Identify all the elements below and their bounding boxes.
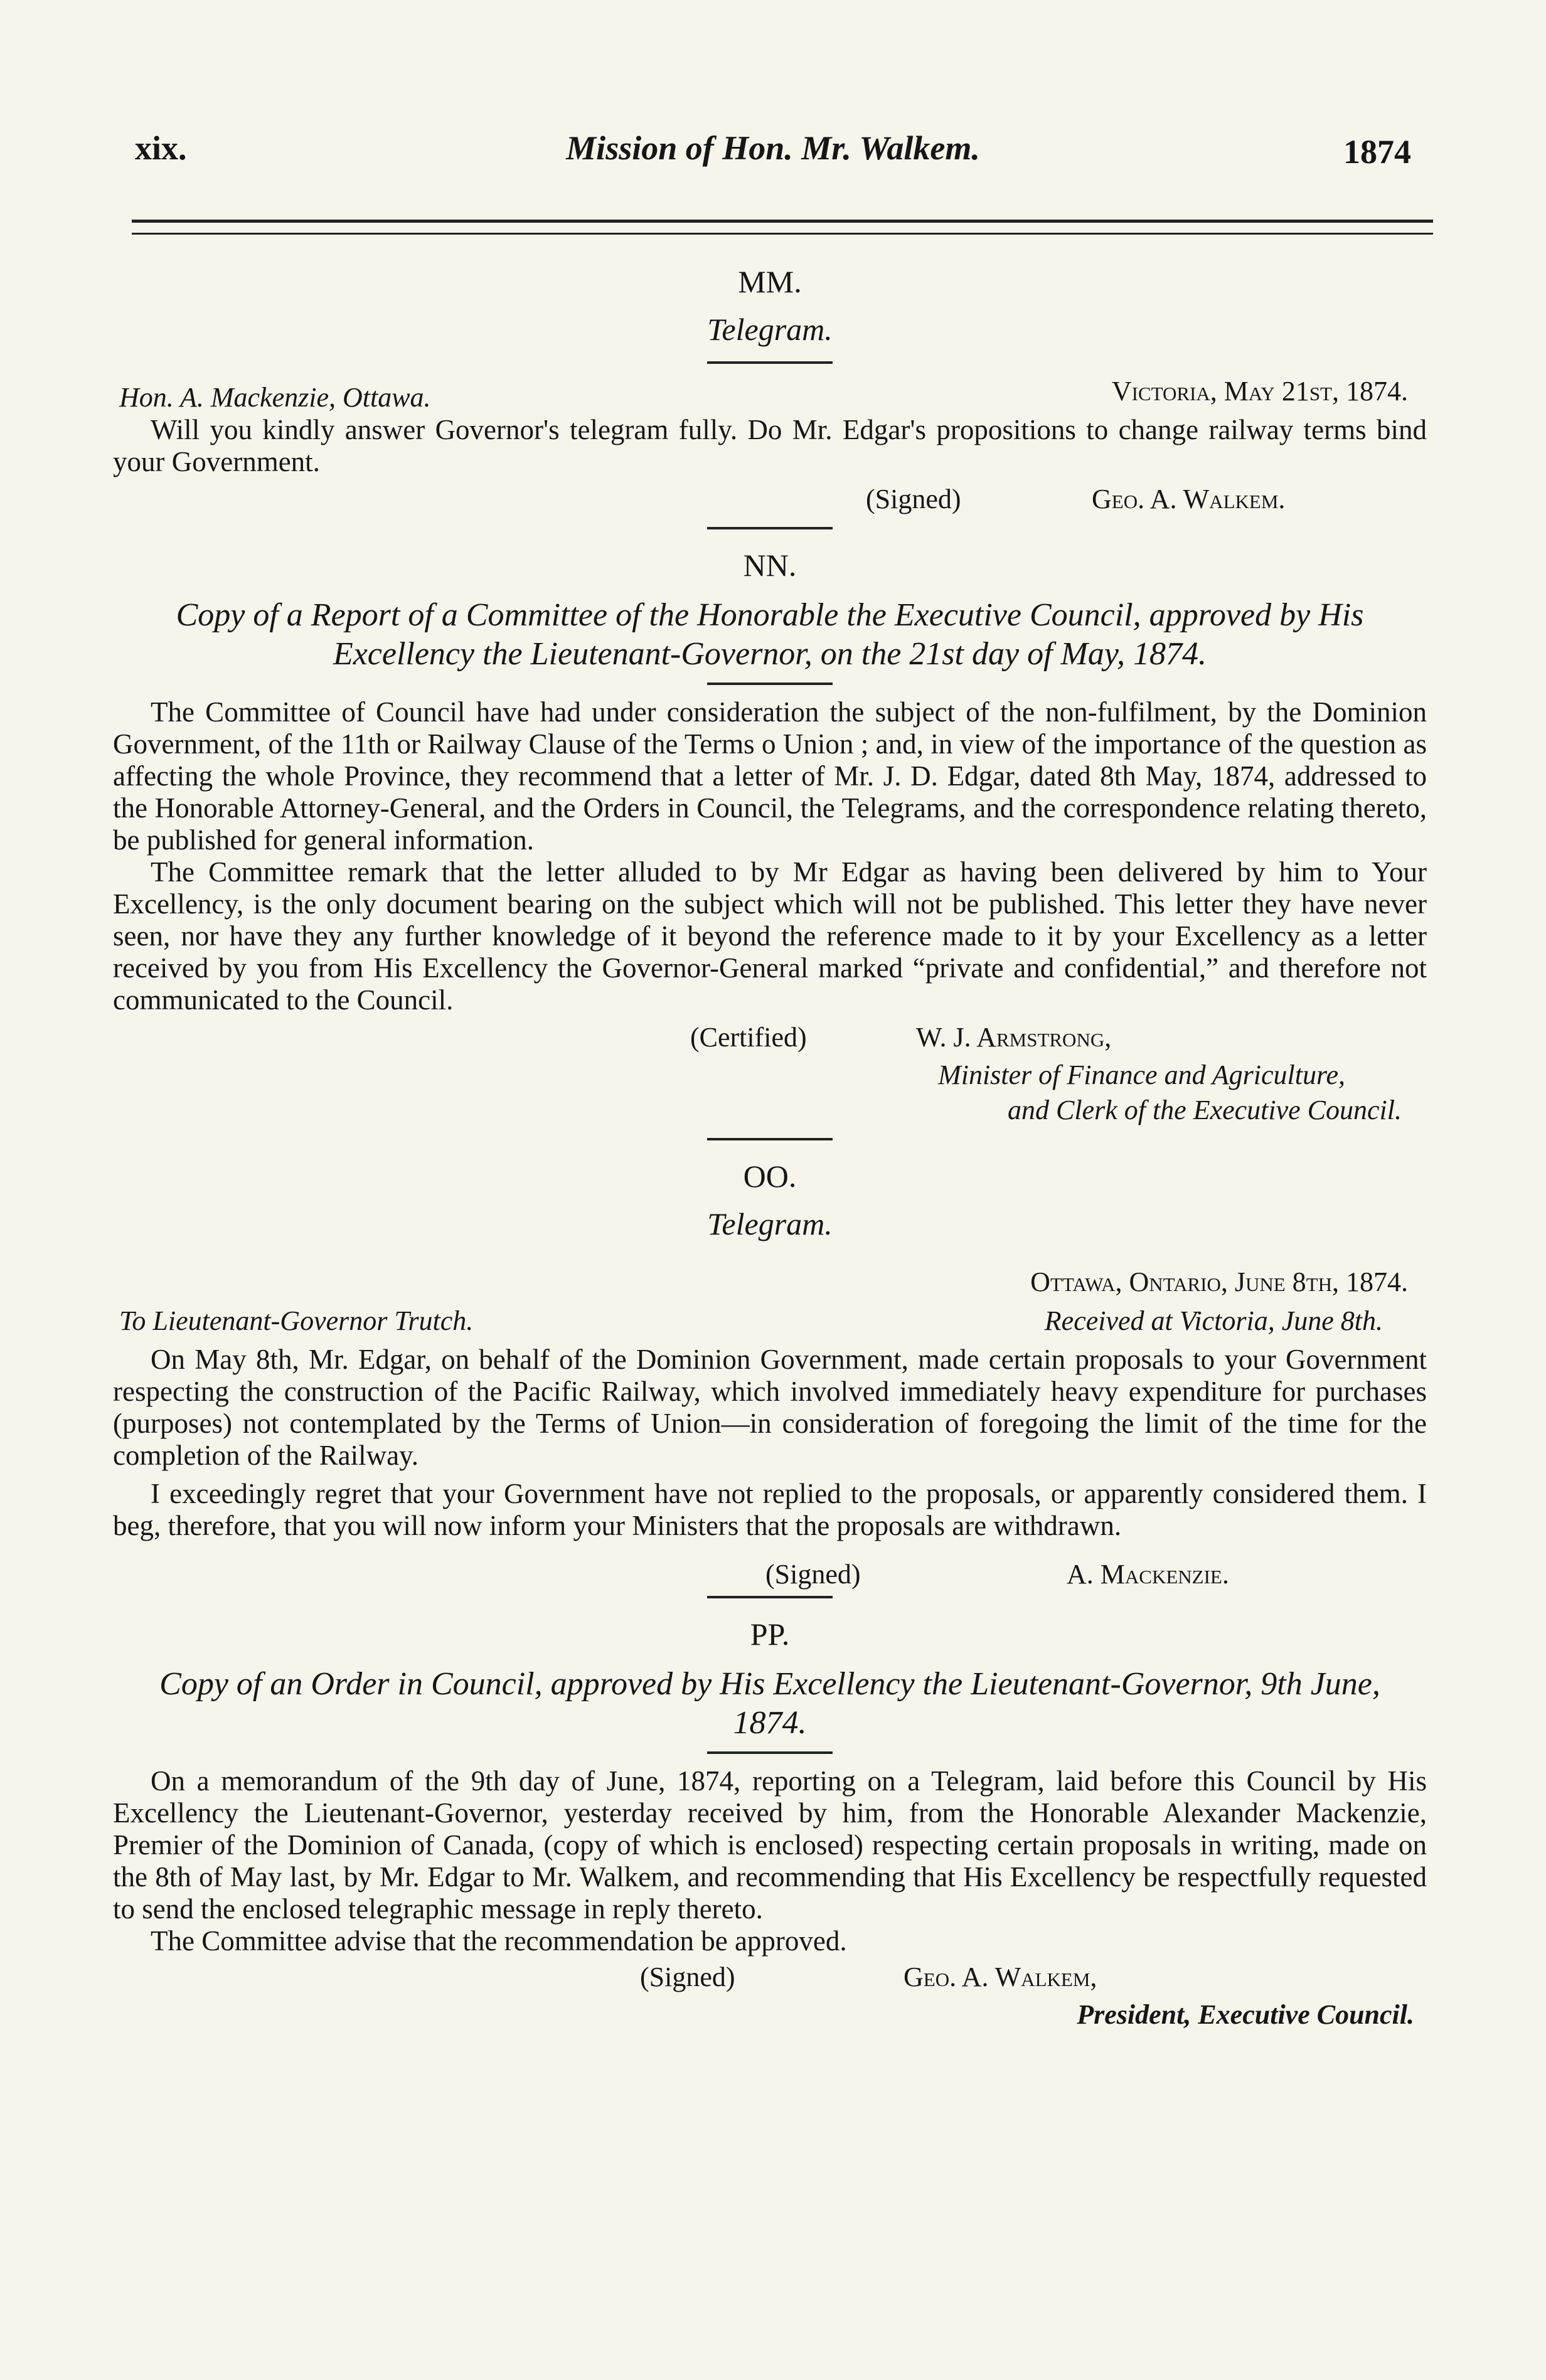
page-body bbox=[113, 257, 1427, 2034]
signature-row-mm bbox=[113, 483, 1427, 521]
signature-row-oo bbox=[113, 1558, 1427, 1596]
section-rule bbox=[707, 361, 833, 364]
certification-row-nn bbox=[113, 1021, 1427, 1059]
report-paragraph-1: The Committee of Council have had under consideration the subject of the non-fulfilment, by the Dominion Government, of the 11th or Railway Clause of the Terms o Union ; and, in view of the importance of the question as affecting the whole Province, they recommend that a letter of Mr. J. D. Edgar, dated 8th May, 1874, addressed to the Honorable Attorney-General, and the Orders in Council, the Telegrams, and the correspondence relating thereto, be published for general information. bbox=[113, 696, 1427, 856]
address-row-oo bbox=[113, 1305, 1427, 1344]
running-header bbox=[129, 129, 1417, 179]
section-label-oo: OO. bbox=[743, 1159, 797, 1194]
telegram-body-mm: Will you kindly answer Governor's telegram fully. Do Mr. Edgar's propositions to change railway terms bind your Government. bbox=[113, 414, 1427, 477]
page-number-roman: xix. bbox=[135, 129, 187, 167]
section-label-pp: PP. bbox=[750, 1617, 790, 1652]
order-paragraph-1: On a memorandum of the 9th day of June, 1874, reporting on a Telegram, laid before this Council by His Excellency the Lieutenant-Governor, yesterday received by him, from the Honorable Alexander Mackenzie, Premier of the Dominion of Canada, (copy of which is enclosed) respecting certain proposals in writing, made on the 8th of May last, by Mr. Edgar to Mr. Walkem, and recommending that His Excellency be respectfully requested to send the enclosed telegraphic message in reply thereto. bbox=[113, 1765, 1427, 1925]
signer-mm: Geo. A. Walkem. bbox=[1092, 484, 1286, 514]
section-rule bbox=[707, 1138, 833, 1140]
certified-mark-nn: (Certified) bbox=[690, 1022, 807, 1053]
place-date-row-oo bbox=[113, 1266, 1427, 1305]
signer-oo: A. Mackenzie. bbox=[1067, 1559, 1229, 1590]
running-title: Mission of Hon. Mr. Walkem. bbox=[566, 129, 980, 167]
section-rule bbox=[707, 1751, 833, 1754]
addressee-oo: To Lieutenant-Governor Trutch. bbox=[119, 1305, 474, 1336]
signer-nn: W. J. Armstrong, bbox=[916, 1022, 1112, 1053]
place-date-mm: Victoria, May 21st, 1874. bbox=[1111, 376, 1408, 406]
addressee-mm: Hon. A. Mackenzie, Ottawa. bbox=[119, 382, 431, 413]
signed-mark-pp: (Signed) bbox=[640, 1962, 735, 1992]
signer-title-text: President, Executive Council. bbox=[1077, 1999, 1414, 2030]
place-date-oo: Ottawa, Ontario, June 8th, 1874. bbox=[1030, 1267, 1408, 1297]
section-kind-oo: Telegram. bbox=[707, 1206, 833, 1241]
section-rule bbox=[707, 527, 833, 529]
signed-mark-oo: (Signed) bbox=[765, 1559, 861, 1590]
signer-pp: Geo. A. Walkem, bbox=[904, 1962, 1097, 1992]
header-double-rule bbox=[132, 220, 1433, 235]
report-title-nn: Copy of a Report of a Committee of the Honorable the Executive Council, approved by His Excellency the Lieutenant-Governor, on the 21st day of May, 1874. bbox=[176, 597, 1364, 672]
signature-row-pp bbox=[113, 1961, 1427, 1999]
section-rule bbox=[707, 1596, 833, 1598]
order-title-pp: Copy of an Order in Council, approved by His Excellency the Lieutenant-Governor, 9th June, 1874. bbox=[159, 1666, 1380, 1741]
signer-title-nn-1 bbox=[113, 1059, 1427, 1094]
section-label-mm: MM. bbox=[738, 264, 802, 299]
signer-title-nn-2 bbox=[113, 1094, 1427, 1129]
signed-mark-mm: (Signed) bbox=[866, 484, 961, 514]
telegram-paragraph-oo-1: On May 8th, Mr. Edgar, on behalf of the Dominion Government, made certain proposals to your Government respecting the construction of the Pacific Railway, which involved immediately heavy expenditure for purchases (purposes) not contemplated by the Terms of Union—in consideration of foregoing the limit of the time for the completion of the Railway. bbox=[113, 1344, 1427, 1471]
order-paragraph-2: The Committee advise that the recommendation be approved. bbox=[151, 1925, 847, 1957]
section-label-nn: NN. bbox=[743, 548, 797, 583]
telegram-paragraph-oo-2: I exceedingly regret that your Government have not replied to the proposals, or apparently considered them. I beg, therefore, that you will now inform your Ministers that the proposals are withdrawn. bbox=[113, 1478, 1427, 1541]
section-rule bbox=[707, 683, 833, 685]
header-year: 1874 bbox=[1343, 133, 1411, 171]
received-note-oo: Received at Victoria, June 8th. bbox=[1044, 1305, 1383, 1336]
address-row-mm bbox=[113, 375, 1427, 414]
signer-title-text: and Clerk of the Executive Council. bbox=[1007, 1095, 1402, 1125]
section-kind-mm: Telegram. bbox=[707, 312, 833, 347]
signer-title-text: Minister of Finance and Agriculture, bbox=[938, 1060, 1345, 1090]
report-paragraph-2: The Committee remark that the letter alluded to by Mr Edgar as having been delivered by him to Your Excellency, is the only document bearing on the subject which will not be published. This letter they have never seen, nor have they any further knowledge of it beyond the reference made to it by your Excellency as a letter received by you from His Excellency the Governor-General marked “private and confidential,” and therefore not communicated to the Council. bbox=[113, 856, 1427, 1016]
signer-title-pp bbox=[113, 1999, 1427, 2034]
